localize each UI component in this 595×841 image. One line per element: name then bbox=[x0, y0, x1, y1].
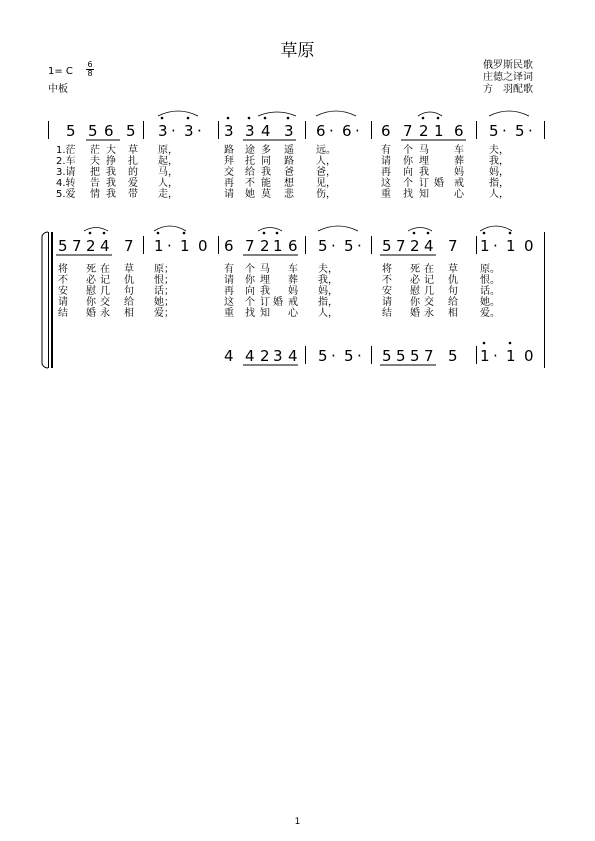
note: 6 bbox=[224, 237, 234, 255]
note: 5 bbox=[489, 122, 499, 140]
note-dot: · bbox=[355, 122, 360, 140]
note: 3 bbox=[273, 347, 283, 365]
note: 5 bbox=[410, 347, 420, 365]
note: 1 bbox=[273, 237, 283, 255]
note-dot: · bbox=[329, 122, 334, 140]
credit-music: 俄罗斯民歌 bbox=[483, 60, 533, 71]
note: 2 bbox=[260, 237, 270, 255]
note: 3 bbox=[224, 122, 234, 140]
note: 7 bbox=[403, 122, 413, 140]
note: 6 bbox=[342, 122, 352, 140]
note-dot: · bbox=[331, 347, 336, 365]
note: 5 bbox=[318, 347, 328, 365]
note: 5 bbox=[396, 347, 406, 365]
note: 4 bbox=[224, 347, 234, 365]
note: 5 bbox=[515, 122, 525, 140]
note: 5 bbox=[318, 237, 328, 255]
note-dot: · bbox=[167, 237, 172, 255]
note: 6 bbox=[381, 122, 391, 140]
note: 1 bbox=[180, 237, 190, 255]
note: 7 bbox=[124, 237, 134, 255]
lyrics-system-2: 将 死 在 草 原； 有 个 马 车 夫， 将 死 在 草 原。 不 必 记 仇 恨； 请 你 埋 葬 我， 不 必 记 仇 恨。 安 慰 几 句 话； 再 向 我 妈 妈， 安 慰 几 句 话。 请 你 交 给 她； 这 个 订 婚 戒 指， 请 你 交 给 她。 结 婚 永 相 爱； 重 找 知 心 人， 结 婚 永 相 爱。 bbox=[58, 264, 500, 319]
note-dot: · bbox=[493, 347, 498, 365]
note: 6 bbox=[454, 122, 464, 140]
note: 7 bbox=[72, 237, 82, 255]
note: 1 bbox=[154, 237, 164, 255]
note: 7 bbox=[424, 347, 434, 365]
note: 5 bbox=[88, 122, 98, 140]
note: 4 bbox=[424, 237, 434, 255]
note: 5 bbox=[58, 237, 68, 255]
song-title: 草原 bbox=[280, 41, 315, 61]
note: 3 bbox=[158, 122, 168, 140]
note: 5 bbox=[382, 347, 392, 365]
note: 7 bbox=[396, 237, 406, 255]
note: 7 bbox=[245, 237, 255, 255]
octave-dots bbox=[89, 232, 512, 235]
slurs bbox=[158, 111, 529, 116]
note: 5 bbox=[448, 347, 458, 365]
note: 1 bbox=[480, 347, 490, 365]
credit-translation: 庄德之译词 bbox=[483, 72, 533, 83]
note-dot: · bbox=[357, 347, 362, 365]
note: 2 bbox=[86, 237, 96, 255]
note: 4 bbox=[261, 122, 271, 140]
note: 1 bbox=[506, 347, 516, 365]
note: 5 bbox=[382, 237, 392, 255]
note-dot: · bbox=[357, 237, 362, 255]
time-signature-top: 6 bbox=[87, 60, 93, 69]
lyrics-system-1: 1.茫 茫 大 草 原， 路 途 多 遥 远。 有 个 马 车 夫， 2.车 夫 挣 扎 起， 拜 托 同 路 人， 请 你 埋 葬 我， 3.请 把 我 的 马， 交 给 我 爸 爸， 再 向 我 妈 妈， 4.转 告 我 爱 人， 再 不 能 想 见， 这 个 订 婚 戒 指， 5.爱 情 我 带 走， 请 她 莫 悲 伤， 重 找 知 心 人， bbox=[56, 145, 509, 200]
note: 0 bbox=[524, 237, 534, 255]
note: 5 bbox=[344, 237, 354, 255]
note: 0 bbox=[198, 237, 208, 255]
page-number: 1 bbox=[294, 817, 301, 827]
slurs bbox=[84, 226, 512, 231]
octave-dots bbox=[483, 342, 512, 345]
note: 3 bbox=[245, 122, 255, 140]
key-signature: 1= C bbox=[48, 66, 73, 77]
note: 2 bbox=[419, 122, 429, 140]
note: 4 bbox=[245, 347, 255, 365]
time-signature-bottom: 8 bbox=[87, 69, 93, 78]
note: 6 bbox=[104, 122, 114, 140]
note-dot: · bbox=[493, 237, 498, 255]
octave-dots bbox=[161, 117, 440, 120]
note-dot: · bbox=[171, 122, 176, 140]
note: 2 bbox=[260, 347, 270, 365]
note: 6 bbox=[316, 122, 326, 140]
note: 2 bbox=[410, 237, 420, 255]
note: 0 bbox=[524, 347, 534, 365]
credit-arrangement: 方 羽配歌 bbox=[483, 84, 533, 95]
note-dot: · bbox=[528, 122, 533, 140]
note: 3 bbox=[284, 122, 294, 140]
note: 1 bbox=[434, 122, 444, 140]
note-dot: · bbox=[502, 122, 507, 140]
note: 3 bbox=[184, 122, 194, 140]
note-dot: · bbox=[331, 237, 336, 255]
note: 4 bbox=[288, 347, 298, 365]
note: 1 bbox=[506, 237, 516, 255]
note: 1 bbox=[480, 237, 490, 255]
note: 6 bbox=[288, 237, 298, 255]
note: 4 bbox=[100, 237, 110, 255]
note: 5 bbox=[126, 122, 136, 140]
note: 5 bbox=[344, 347, 354, 365]
note: 7 bbox=[448, 237, 458, 255]
note-dot: · bbox=[197, 122, 202, 140]
tempo-marking: 中板 bbox=[48, 84, 68, 95]
note: 5 bbox=[66, 122, 76, 140]
